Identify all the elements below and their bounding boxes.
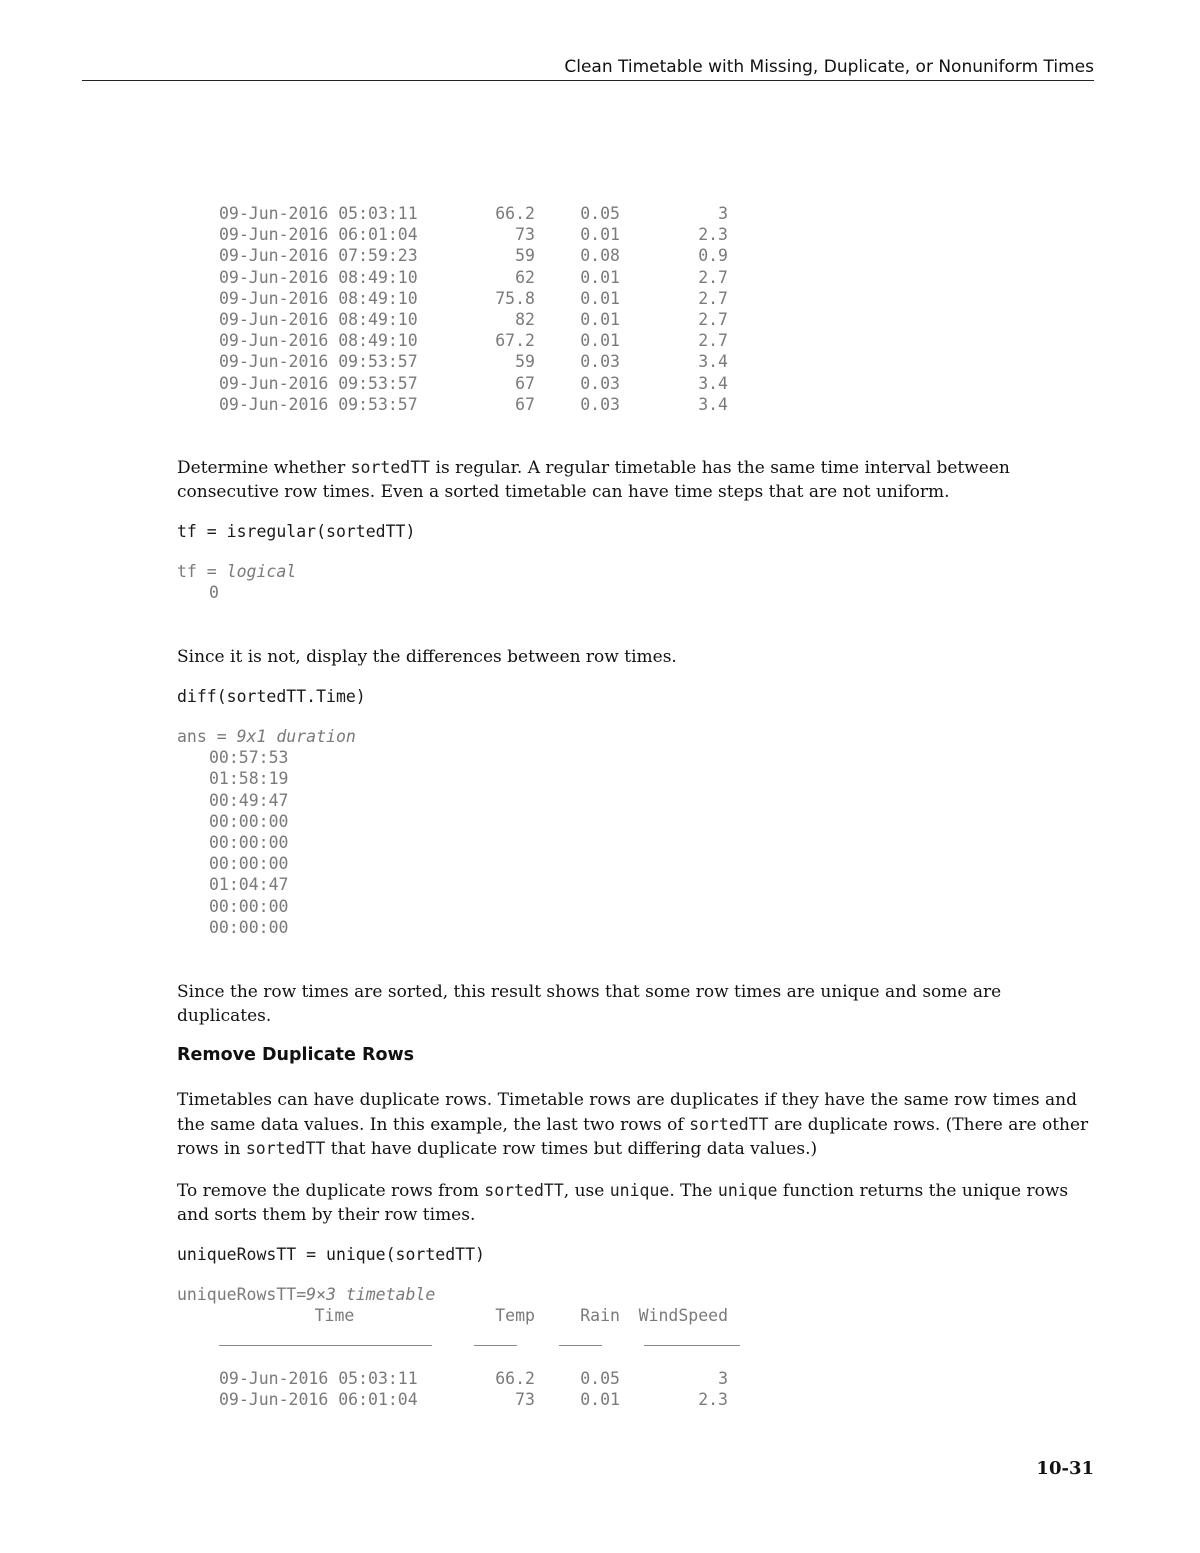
header-underline-time <box>219 1345 432 1346</box>
duration-list <box>177 747 356 938</box>
duration-value: 00:49:47 <box>209 790 289 810</box>
rain-cell: 0.01 <box>580 1390 620 1410</box>
time-cell: 09-Jun-2016 08:49:10 <box>219 288 418 308</box>
output-unique-prefix: uniqueRowsTT= <box>177 1285 307 1304</box>
paragraph-sorted-result: Since the row times are sorted, this result shows that some row times are unique and some are duplicates. <box>177 982 1002 1026</box>
duration-value: 00:00:00 <box>209 811 289 831</box>
temp-cell: 75.8 <box>495 288 535 308</box>
rain-cell: 0.01 <box>580 310 620 330</box>
table-row <box>219 288 728 309</box>
rain-cell: 0.05 <box>580 204 620 223</box>
para4-code-sortedTT-2: sortedTT <box>245 1139 326 1158</box>
paragraph-display-differences: Since it is not, display the differences between row times. <box>177 647 677 667</box>
duration-value: 00:00:00 <box>209 917 289 937</box>
time-cell: 09-Jun-2016 09:53:57 <box>219 394 418 414</box>
temp-cell: 59 <box>515 352 535 372</box>
table-row <box>219 224 728 245</box>
temp-cell: 67.2 <box>495 331 535 351</box>
section-heading: Remove Duplicate Rows <box>177 1045 415 1065</box>
output-tf-prefix: tf = <box>177 562 227 581</box>
rain-cell: 0.03 <box>580 373 620 393</box>
para5-code-unique-1: unique <box>609 1181 670 1200</box>
time-cell: 09-Jun-2016 05:03:11 <box>219 204 418 223</box>
code-unique: uniqueRowsTT = unique(sortedTT) <box>177 1245 485 1264</box>
time-cell: 09-Jun-2016 07:59:23 <box>219 246 418 266</box>
header-rule <box>82 80 1094 81</box>
table-row <box>219 203 728 224</box>
header-time: Time <box>314 1306 355 1325</box>
windspeed-cell: 3.4 <box>698 373 728 393</box>
unique-timetable-header <box>219 1305 728 1326</box>
para5-code-sortedTT: sortedTT <box>484 1181 564 1200</box>
paragraph-use-unique <box>177 1179 1097 1227</box>
header-windspeed: WindSpeed <box>638 1306 728 1325</box>
rain-cell: 0.01 <box>580 225 620 245</box>
output-unique-title <box>177 1284 435 1305</box>
time-cell: 09-Jun-2016 08:49:10 <box>219 310 418 330</box>
para5-text-1: To remove the duplicate rows from <box>177 1181 485 1201</box>
table-row <box>219 1368 728 1389</box>
output-isregular <box>177 561 296 603</box>
duration-value: 00:00:00 <box>209 854 289 874</box>
duration-value: 00:00:00 <box>209 833 289 853</box>
para4-code-sortedTT-1: sortedTT <box>689 1114 769 1134</box>
windspeed-cell: 3 <box>718 204 728 223</box>
para5-code-unique-2: unique <box>717 1181 778 1200</box>
windspeed-cell: 2.7 <box>698 331 728 351</box>
temp-cell: 67 <box>515 373 535 393</box>
table-row <box>219 330 728 351</box>
duration-value: 01:04:47 <box>209 875 289 895</box>
windspeed-cell: 0.9 <box>698 246 728 266</box>
header-underline-temp <box>474 1345 517 1346</box>
para1-code-sortedTT: sortedTT <box>350 458 431 477</box>
temp-cell: 73 <box>515 1390 535 1410</box>
rain-cell: 0.03 <box>580 352 620 372</box>
para4-text-1: Timetables can have duplicate rows. Timetable rows are duplicates if they have the same row times and the same data values. In this example, the last two rows of <box>177 1090 1077 1135</box>
duration-value: 00:00:00 <box>209 896 289 916</box>
time-cell: 09-Jun-2016 08:49:10 <box>219 267 418 287</box>
table-row <box>219 351 728 372</box>
table-row <box>219 267 728 288</box>
header-underline-rain <box>559 1345 602 1346</box>
table-row <box>219 309 728 330</box>
output-tf-value: 0 <box>209 583 219 603</box>
running-header-title: Clean Timetable with Missing, Duplicate, or Nonuniform Times <box>564 57 1094 77</box>
table-row <box>219 394 728 415</box>
para1-text-1: Determine whether <box>177 458 351 478</box>
paragraph-regular-check <box>177 456 1097 504</box>
duration-value: 01:58:19 <box>209 769 289 789</box>
rain-cell: 0.05 <box>580 1369 620 1388</box>
top-timetable <box>219 203 728 415</box>
rain-cell: 0.03 <box>580 394 620 414</box>
windspeed-cell: 2.3 <box>698 225 728 245</box>
output-unique-type: 9×3 timetable <box>306 1285 436 1304</box>
temp-cell: 67 <box>515 394 535 414</box>
temp-cell: 82 <box>515 310 535 330</box>
table-row <box>219 1389 728 1410</box>
output-diff <box>177 726 356 938</box>
windspeed-cell: 2.7 <box>698 310 728 330</box>
rain-cell: 0.08 <box>580 246 620 266</box>
temp-cell: 62 <box>515 267 535 287</box>
output-ans-prefix: ans = <box>177 727 237 746</box>
para4-text-3: that have duplicate row times but differing data values.) <box>325 1139 818 1159</box>
code-diff: diff(sortedTT.Time) <box>177 687 366 706</box>
rain-cell: 0.01 <box>580 267 620 287</box>
para4-text-2: are duplicate rows. (There are other rows in <box>177 1114 1089 1159</box>
para5-text-2: , use <box>563 1181 610 1201</box>
temp-cell: 73 <box>515 225 535 245</box>
para5-text-3: . The <box>669 1181 718 1201</box>
windspeed-cell: 3 <box>718 1369 728 1388</box>
time-cell: 09-Jun-2016 09:53:57 <box>219 373 418 393</box>
header-rain: Rain <box>580 1306 620 1325</box>
temp-cell: 66.2 <box>495 204 535 223</box>
paragraph-duplicate-rows <box>177 1089 1097 1162</box>
time-cell: 09-Jun-2016 09:53:57 <box>219 352 418 372</box>
rain-cell: 0.01 <box>580 331 620 351</box>
windspeed-cell: 2.7 <box>698 288 728 308</box>
temp-cell: 59 <box>515 246 535 266</box>
unique-timetable <box>219 1368 728 1410</box>
header-temp: Temp <box>495 1306 535 1325</box>
para5-text-4: function returns the unique rows and sorts them by their row times. <box>177 1181 1069 1225</box>
time-cell: 09-Jun-2016 06:01:04 <box>219 225 418 245</box>
windspeed-cell: 2.3 <box>698 1390 728 1410</box>
rain-cell: 0.01 <box>580 288 620 308</box>
windspeed-cell: 3.4 <box>698 394 728 414</box>
table-row <box>219 245 728 266</box>
time-cell: 09-Jun-2016 05:03:11 <box>219 1369 418 1388</box>
time-cell: 09-Jun-2016 06:01:04 <box>219 1390 418 1410</box>
header-underline-windspeed <box>644 1345 740 1346</box>
para1-text-2: is regular. A regular timetable has the same time interval between consecutive row times. Even a sorted timetable can have time steps that are not uniform. <box>177 458 1010 502</box>
page-number: 10-31 <box>1036 1458 1094 1479</box>
time-cell: 09-Jun-2016 08:49:10 <box>219 331 418 351</box>
windspeed-cell: 2.7 <box>698 267 728 287</box>
unique-timetable-output <box>219 1368 728 1410</box>
top-timetable-output <box>219 203 728 415</box>
table-row <box>219 373 728 394</box>
temp-cell: 66.2 <box>495 1369 535 1388</box>
output-tf-type: logical <box>226 562 297 581</box>
windspeed-cell: 3.4 <box>698 352 728 372</box>
output-ans-type: 9x1 duration <box>236 727 356 746</box>
code-isregular: tf = isregular(sortedTT) <box>177 522 416 541</box>
duration-value: 00:57:53 <box>209 748 289 768</box>
